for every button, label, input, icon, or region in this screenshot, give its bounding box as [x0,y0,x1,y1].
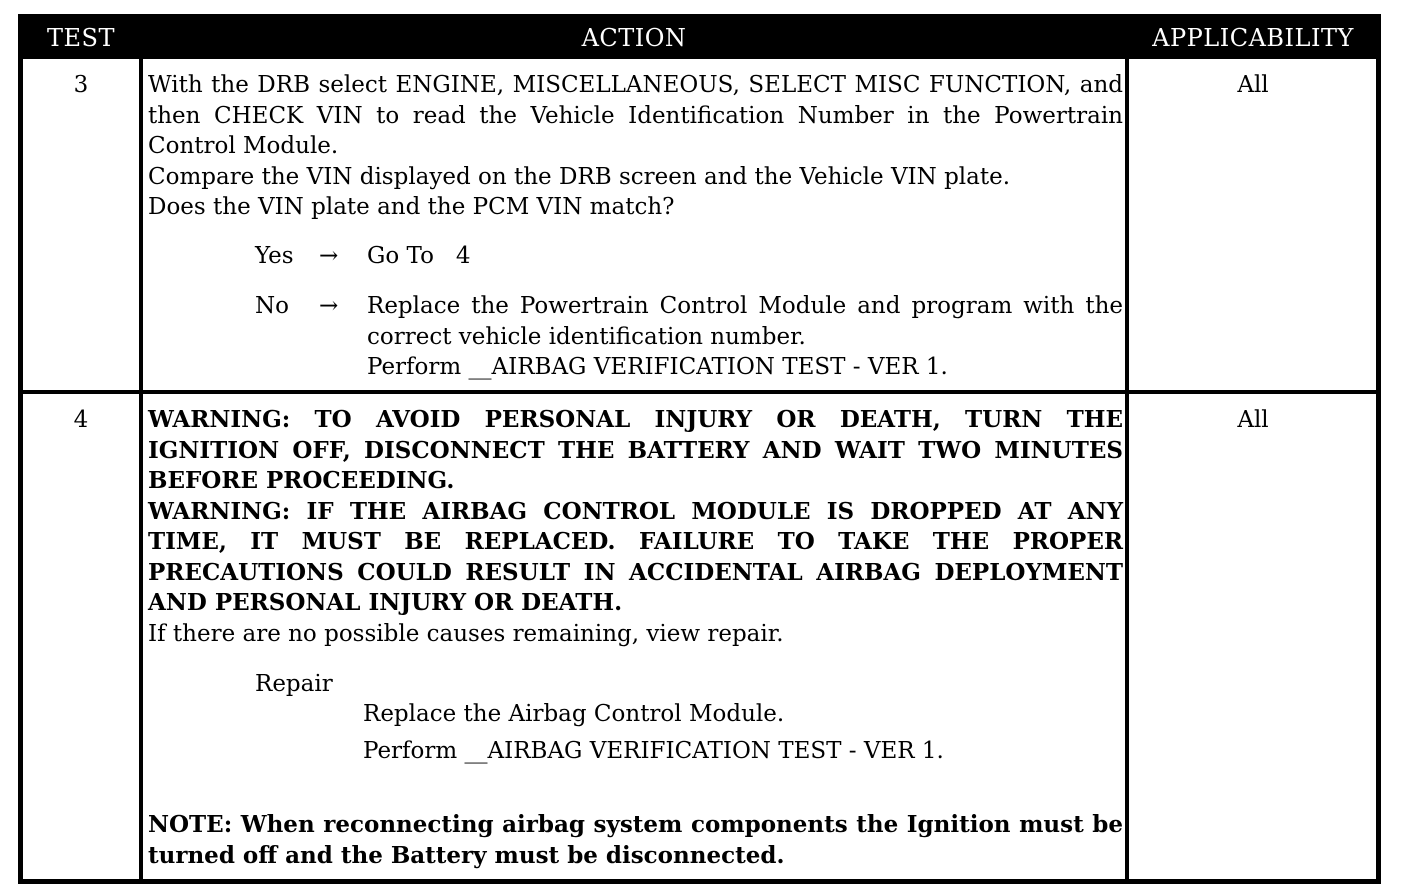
test-number: 3 [73,72,89,98]
row-divider [23,390,1376,394]
compare-text: Compare the VIN displayed on the DRB screen and the Vehicle VIN plate. [148,163,1011,190]
applicability-value: All [1237,407,1269,433]
no-label: No [255,293,289,319]
instruction-text: If there are no possible causes remaining, view repair. [148,620,784,647]
warning-text: WARNING: TO AVOID PERSONAL INJURY OR DEATH, TURN THE IGNITION OFF, DISCONNECT THE BATTERY AND WAIT TWO MINUTES BEFORE PROCEEDING. [148,406,1123,494]
instruction-text: With the DRB select ENGINE, MISCELLANEOUS, SELECT MISC FUNCTION, and then CHECK VIN to read the Vehicle Identification Number in the Powertrain Control Module. [148,72,1123,159]
repair-label: Repair [255,671,333,697]
repair-perform: Perform __AIRBAG VERIFICATION TEST - VER 1. [363,738,944,764]
header-applicability: APPLICABILITY [1152,24,1354,52]
column-divider [139,59,143,879]
repair-text: Replace the Airbag Control Module. [363,701,785,727]
action-text [148,70,1123,223]
header-action: ACTION [581,24,687,52]
no-action-perform: Perform __AIRBAG VERIFICATION TEST - VER 1. [367,354,948,380]
test-number: 4 [73,407,89,433]
action-text [148,405,1123,649]
table-header [23,19,1376,59]
arrow-icon: → [319,243,339,269]
yes-action: Go To 4 [367,243,471,269]
header-test: TEST [47,24,115,52]
applicability-value: All [1237,72,1269,98]
no-action-text: Replace the Powertrain Control Module and program with the correct vehicle identification number. [367,293,1123,350]
question-text: Does the VIN plate and the PCM VIN match? [148,194,675,220]
diagnostic-test-table [18,14,1381,884]
column-divider [1125,59,1129,879]
note-text: NOTE: When reconnecting airbag system components the Ignition must be turned off and the Battery must be disconnected. [148,811,1123,869]
arrow-icon: → [319,293,339,319]
yes-label: Yes [255,243,294,269]
no-action [367,291,1123,383]
warning-text: WARNING: IF THE AIRBAG CONTROL MODULE IS DROPPED AT ANY TIME, IT MUST BE REPLACED. FAILURE TO TAKE THE PROPER PRECAUTIONS COULD RESULT IN ACCIDENTAL AIRBAG DEPLOYMENT AND PERSONAL INJURY OR DEATH. [148,497,1123,616]
